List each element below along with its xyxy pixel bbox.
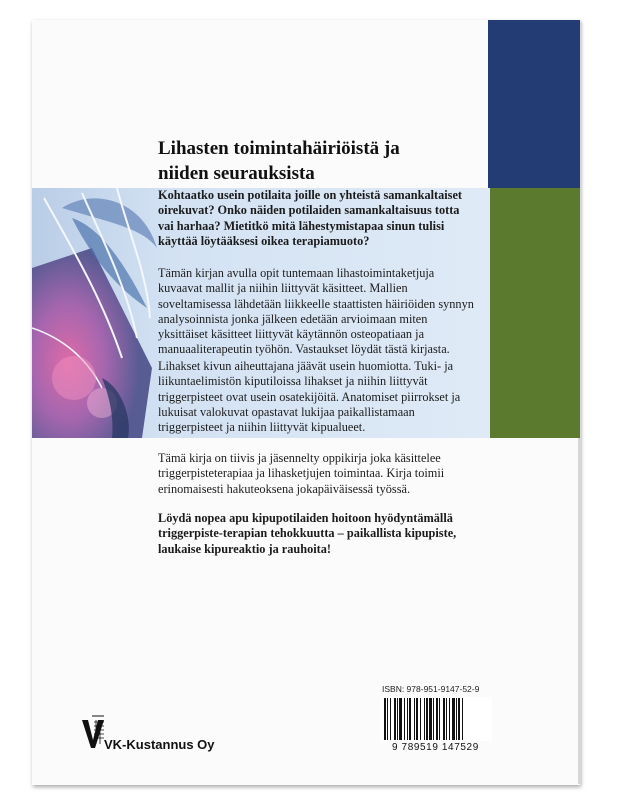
publisher-logo-icon — [82, 714, 104, 750]
barcode-number: 9 789519 147529 — [392, 742, 479, 753]
intro-paragraph: Kohtaatko usein potilaita joille on yhteistä samankaltaiset oirekuvat? Onko näiden potilaiden samankaltaisuus totta vai harhaa? Mietitkö mitä lähestymistapaa sinun tulisi käyttää löytääksesi oikea terapiamuoto? — [158, 188, 463, 248]
book-title — [158, 136, 478, 186]
title-line-2: niiden seurauksista — [158, 163, 315, 184]
barcode — [380, 697, 492, 741]
title-line-1: Lihasten toimintahäiriöistä ja — [158, 138, 400, 159]
isbn-label: ISBN: 978-951-9147-52-9 — [382, 684, 480, 694]
trigger-points-paragraph: Lihakset kivun aiheuttajana jäävät usein huomiotta. Tuki- ja liikuntaelimistön kiputiloissa lihakset ja niihin liittyvät triggerpisteet ovat usein osatekijöitä. Anatomiset piirrokset ja lukuisat valokuvat opastavat lukijaa paikallistamaan triggerpisteet ja niihin liittyvät kipualueet. — [158, 359, 461, 435]
green-stripe — [488, 188, 580, 438]
summary-paragraph: Tämä kirja on tiivis ja jäsennelty oppikirja joka käsittelee triggerpisteterapiaa ja lihasketjujen toimintaa. Kirja toimii erinomaisesti hakuteoksena jokapäiväisessä työssä. — [158, 451, 445, 496]
description-paragraph: Tämän kirjan avulla opit tuntemaan lihastoimintaketjuja kuvaavat mallit ja niihin liittyvät käsitteet. Mallien soveltamisessa lähdetään liikkeelle staattisten häiriöiden synnyn analysoinnista jonka jälkeen edetään arvioimaan miten yksittäiset käsitteet liittyvät käytännön osteopatiaan ja manuaaliterapeutin työhön. Vastaukset löydät tästä kirjasta. — [158, 266, 474, 357]
blue-stripe — [488, 20, 580, 188]
publisher-name: VK-Kustannus Oy — [104, 737, 215, 752]
call-to-action-paragraph: Löydä nopea apu kipupotilaiden hoitoon hyödyntämällä triggerpiste-terapian tehokkuutta – paikallista kipupiste, laukaise kipureaktio ja rauhoita! — [158, 511, 457, 556]
